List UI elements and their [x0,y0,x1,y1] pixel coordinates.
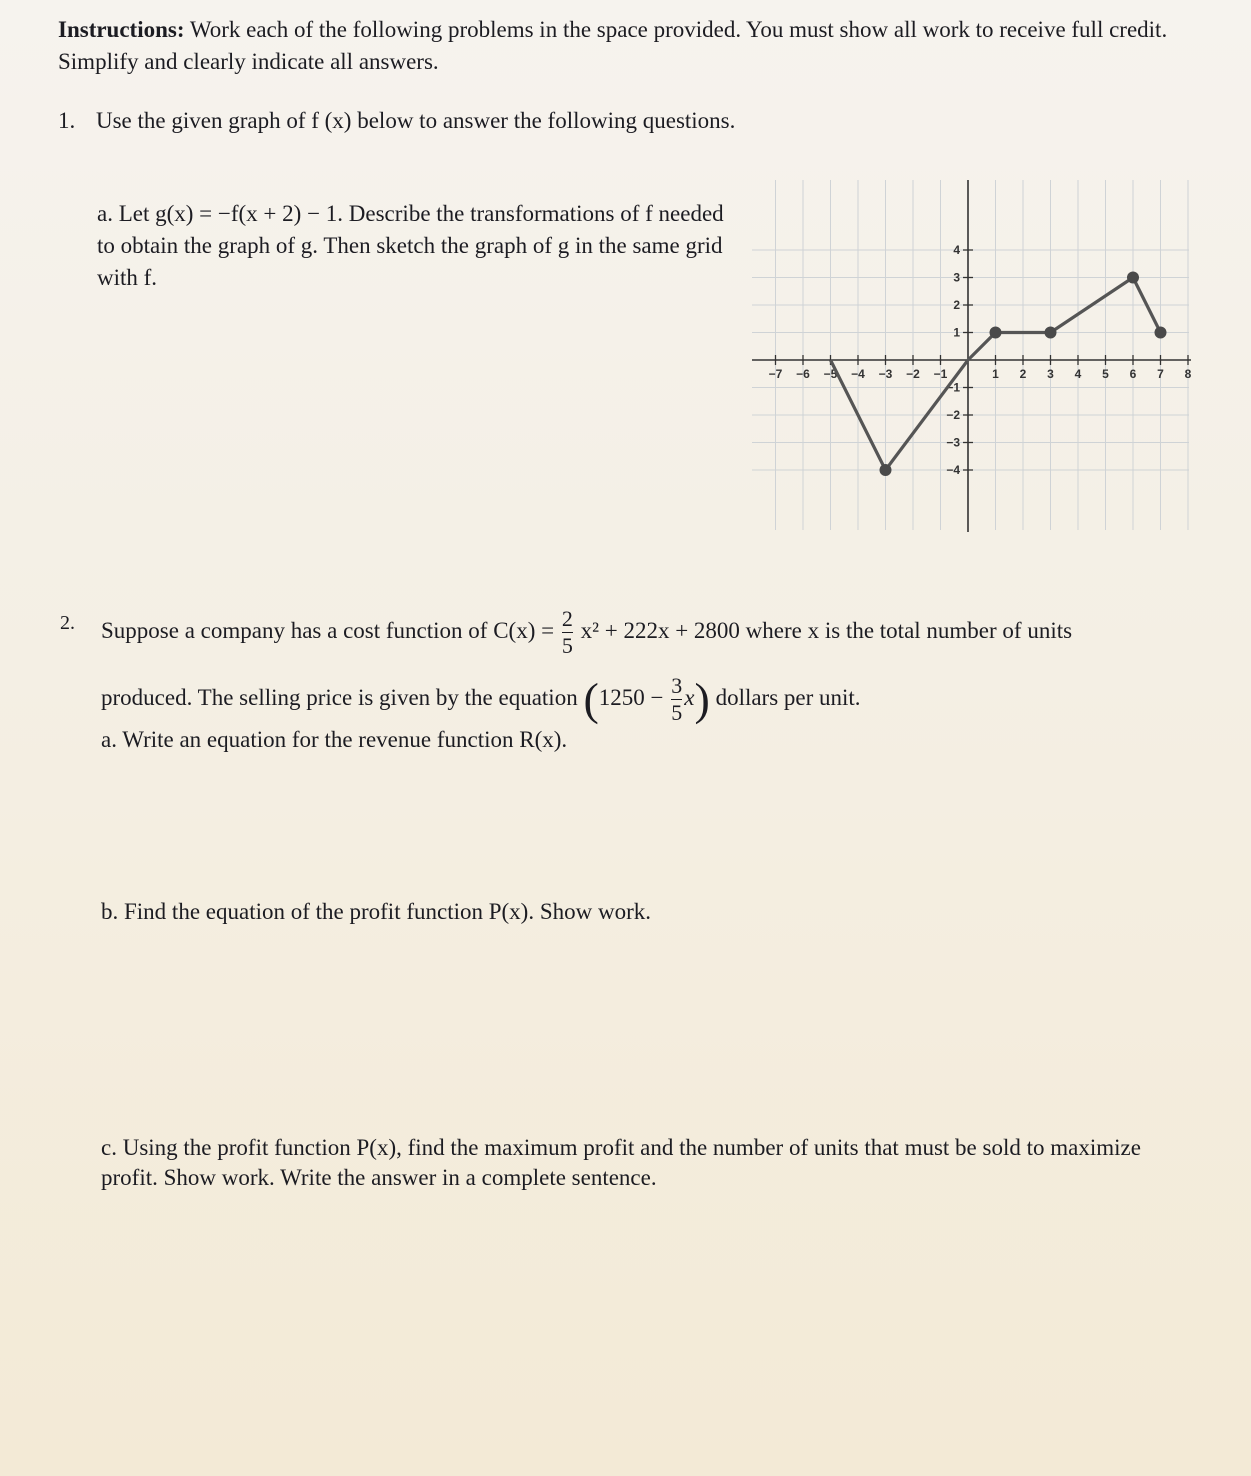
question-2-cost-line [101,608,1072,657]
f-point [1155,327,1167,339]
price-fraction [671,675,682,724]
f-point [1127,272,1139,284]
instructions-label: Instructions: [58,17,185,42]
function-graph [748,176,1193,536]
y-tick-label: −3 [946,435,960,450]
question-1-number: 1. [58,108,76,133]
question-2c: c. Using the profit function P(x), find the maximum profit and the number of units that must be sold to maximize profit. Show work. Write the answer in a complete sentence. [101,1135,1141,1190]
x-tick-label: −4 [851,367,865,381]
x-tick-label: 5 [1102,367,1109,381]
instructions-text: Work each of the following problems in the space provided. You must show all work to receive full credit. Simplify and clearly indicate all answers. [58,17,1168,74]
f-point [990,327,1002,339]
x-tick-label: 1 [992,367,999,381]
x-tick-label: −1 [933,367,948,381]
price-prefix: produced. The selling price is given by the equation [101,684,578,710]
x-tick-label: −7 [768,367,783,381]
price-suffix: dollars per unit. [715,684,861,710]
question-1 [58,105,735,137]
y-tick-label: 4 [953,243,960,257]
y-tick-label: 3 [953,270,960,285]
y-tick-label: 2 [953,298,960,312]
y-tick-label: 1 [953,325,960,340]
price-frac-num: 3 [671,673,683,698]
y-tick-label: −2 [946,408,960,422]
cost-prefix: Suppose a company has a cost function of C(x) = [101,617,555,643]
f-point [1045,327,1057,339]
question-2-price-line: produced. The selling price is given by the equation (1250 − $\frac{3}{5}$ x) dollars per unit. [101,673,861,725]
x-tick-label: 2 [1019,367,1027,381]
question-2-number: 2. [60,612,75,634]
x-tick-label: −3 [878,367,893,381]
question-2a: a. Write an equation for the revenue function R(x). [101,727,568,752]
instructions [58,14,1208,78]
y-tick-label: −1 [946,380,960,395]
cost-frac-num: 2 [561,606,573,631]
x-tick-label: 7 [1157,367,1164,381]
price-inner-right: x [684,684,695,710]
cost-fraction [562,608,573,657]
x-tick-label: −5 [823,367,838,381]
x-tick-label: −6 [796,367,810,381]
x-tick-label: 3 [1047,367,1054,381]
cost-frac-den: 5 [561,633,573,658]
x-tick-label: 4 [1074,367,1082,381]
question-2b: b. Find the equation of the profit function P(x). Show work. [101,899,652,924]
x-tick-label: −2 [906,367,920,381]
question-1-text: Use the given graph of f (x) below to answer the following questions. [96,108,736,133]
x-tick-label: 8 [1184,367,1192,381]
cost-suffix: x² + 222x + 2800 where x is the total number of units [580,617,1073,643]
f-point [880,464,892,476]
x-tick-label: 6 [1129,367,1137,381]
price-inner-left: 1250 − [598,684,664,710]
y-tick-label: −4 [946,463,960,477]
price-frac-den: 5 [671,700,683,725]
question-1a: a. Let g(x) = −f(x + 2) − 1. Describe the transformations of f needed to obtain the graph of g. Then sketch the graph of g in the same grid with f. [97,201,724,290]
